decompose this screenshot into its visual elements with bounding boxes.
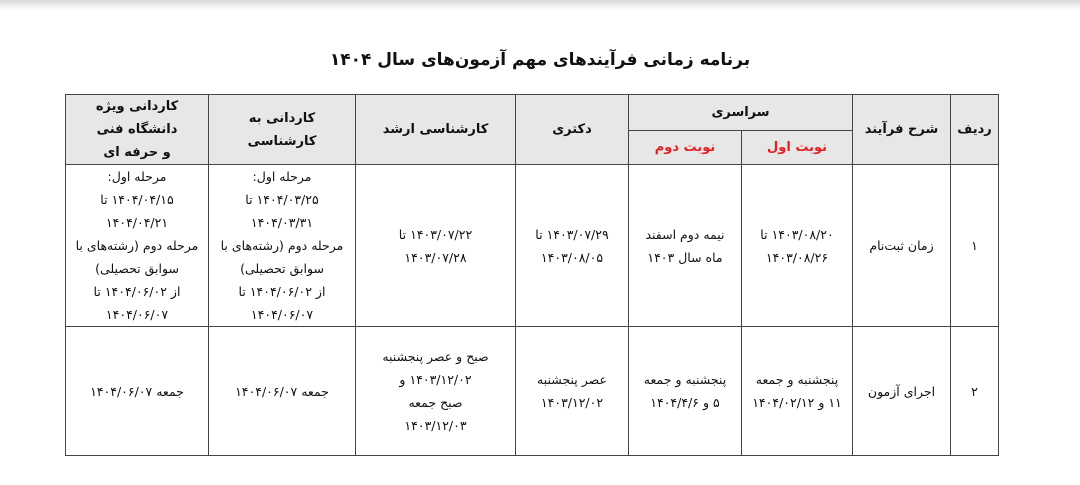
- cell-line: ۱۴۰۴/۰۴/۱۵ تا ۱۴۰۴/۰۴/۲۱: [100, 192, 174, 230]
- cell-line: ۱۴۰۳/۰۷/۲۹ تا: [535, 226, 609, 242]
- cell-line: ۱۴۰۴/۰۶/۰۷: [105, 307, 169, 322]
- cell-line: ماه سال ۱۴۰۳: [647, 249, 723, 265]
- cell-line: عصر پنجشنبه: [537, 372, 607, 387]
- cell-line: ۱۴۰۳/۱۲/۰۲: [540, 395, 604, 410]
- cell-line: صبح و عصر پنجشنبه: [382, 349, 489, 364]
- cell-line: سوابق تحصیلی): [95, 261, 179, 276]
- header-nationwide: سراسری: [629, 95, 853, 131]
- cell-line: ۱۴۰۳/۱۲/۰۳: [404, 418, 467, 433]
- header-row-number: ردیف: [951, 95, 999, 165]
- row-number: ۲: [951, 327, 999, 456]
- row-number: ۱: [951, 165, 999, 327]
- cell-line: ۱۴۰۴/۰۳/۲۵ تا ۱۴۰۴/۰۳/۳۱: [245, 192, 319, 230]
- cell-line: از ۱۴۰۴/۰۶/۰۲ تا: [238, 284, 326, 299]
- cell-line: مرحله اول:: [107, 169, 167, 184]
- masters-cell: [356, 165, 516, 327]
- technical-associate-cell: جمعه ۱۴۰۴/۰۶/۰۷: [66, 327, 209, 456]
- doctorate-cell: [516, 327, 629, 456]
- technical-associate-cell: [66, 165, 209, 327]
- top-shadow: [0, 0, 1080, 10]
- cell-line: نیمه دوم اسفند: [645, 226, 725, 242]
- cell-line: مرحله اول:: [252, 169, 312, 184]
- process-name: زمان ثبت‌نام: [853, 165, 951, 327]
- cell-line: سوابق تحصیلی): [240, 261, 324, 276]
- cell-line: ۵ و ۱۴۰۴/۴/۶: [650, 395, 720, 410]
- associate-to-bachelor-cell: جمعه ۱۴۰۴/۰۶/۰۷: [209, 327, 356, 456]
- process-name: اجرای آزمون: [853, 327, 951, 456]
- cell-line: ۱۴۰۳/۰۸/۲۰ تا: [760, 226, 834, 242]
- cell-line: از ۱۴۰۴/۰۶/۰۲ تا: [93, 284, 181, 299]
- turn1-cell: [742, 165, 853, 327]
- cell-line: ۱۴۰۳/۰۸/۲۶: [765, 249, 829, 265]
- cell-line: ۱۴۰۳/۱۲/۰۲ و: [399, 372, 472, 387]
- turn2-cell: [629, 165, 742, 327]
- associate-to-bachelor-cell: [209, 165, 356, 327]
- header-process: شرح فرآیند: [853, 95, 951, 165]
- cell-line: ۱۴۰۳/۰۷/۲۸: [404, 249, 467, 265]
- turn2-cell: [629, 327, 742, 456]
- cell-line: ۱۴۰۳/۰۸/۰۵: [540, 249, 604, 265]
- header-technical-line2: و حرفه ای: [103, 145, 171, 160]
- header-associate-to-bachelor: کاردانی به کارشناسی: [209, 95, 356, 165]
- cell-line: ۱۴۰۴/۰۶/۰۷: [250, 307, 314, 322]
- cell-line: مرحله دوم (رشته‌های با: [220, 238, 344, 253]
- header-row: [66, 95, 999, 131]
- cell-line: مرحله دوم (رشته‌های با: [75, 238, 199, 253]
- cell-line: صبح جمعه: [408, 395, 463, 410]
- header-turn1: نوبت اول: [742, 131, 853, 165]
- header-turn2: نوبت دوم: [629, 131, 742, 165]
- cell-line: ۱۱ و ۱۴۰۴/۰۲/۱۲: [752, 395, 842, 410]
- table-row: [66, 165, 999, 327]
- header-technical-associate: [66, 95, 209, 165]
- header-doctorate: دکتری: [516, 95, 629, 165]
- doctorate-cell: [516, 165, 629, 327]
- turn1-cell: [742, 327, 853, 456]
- page-title: برنامه زمانی فرآیندهای مهم آزمون‌های سال ۱۴۰۴: [329, 50, 751, 70]
- table-row: [66, 327, 999, 456]
- cell-line: پنجشنبه و جمعه: [755, 372, 839, 387]
- cell-line: پنجشنبه و جمعه: [643, 372, 727, 387]
- header-technical-line1: کاردانی ویژه دانشگاه فنی: [95, 99, 179, 137]
- schedule-table: [65, 94, 999, 456]
- header-masters: کارشناسی ارشد: [356, 95, 516, 165]
- masters-cell: [356, 327, 516, 456]
- cell-line: ۱۴۰۳/۰۷/۲۲ تا: [398, 226, 473, 242]
